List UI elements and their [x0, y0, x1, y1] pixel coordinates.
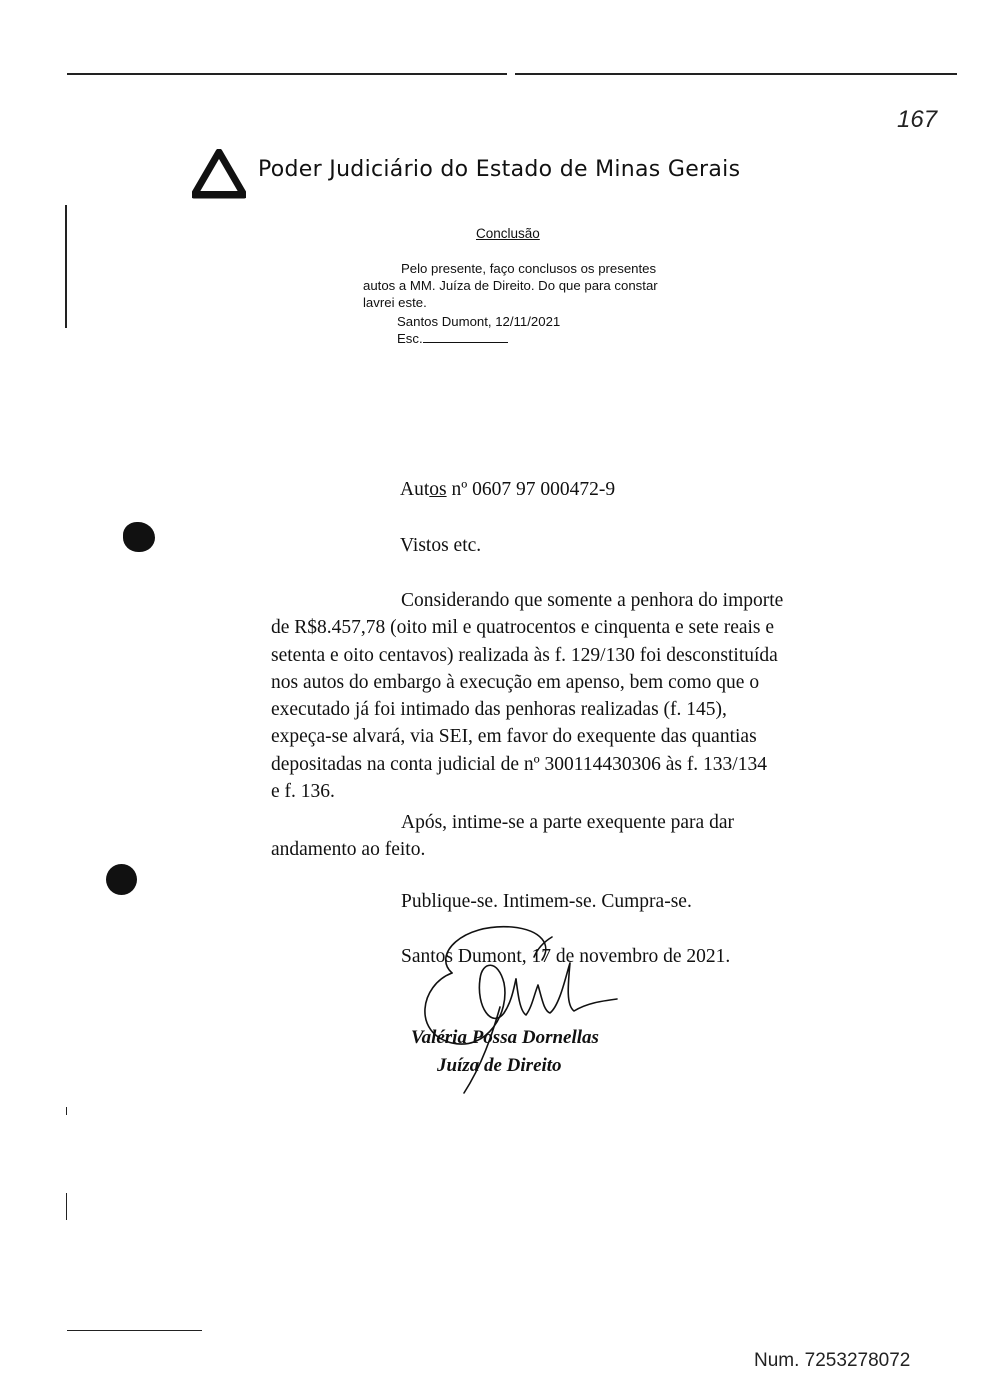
page-number: 167	[897, 106, 938, 133]
bottom-rule	[67, 1330, 202, 1331]
esc-label: Esc.	[397, 331, 423, 346]
punch-hole-mark	[106, 864, 137, 895]
conclusao-line-2: autos a MM. Juíza de Direito. Do que para constar	[363, 278, 658, 293]
conclusao-esc	[397, 330, 508, 347]
conclusao-line-1: Pelo presente, faço conclusos os presentes	[401, 261, 657, 276]
para1-line: setenta e oito centavos) realizada às f. 129/130 foi desconstituída	[271, 644, 778, 666]
para1-line: Considerando que somente a penhora do importe	[401, 590, 784, 611]
margin-mark	[65, 205, 67, 328]
autos-number	[400, 476, 615, 503]
court-title: Poder Judiciário do Estado de Minas Gerais	[258, 157, 741, 182]
signer-role: Juíza de Direito	[437, 1055, 562, 1076]
autos-rest: nº 0607 97 000472-9	[446, 479, 616, 500]
vistos-text: Vistos etc.	[400, 535, 482, 556]
top-rule-left	[67, 73, 507, 75]
decision-place-date: Santos Dumont, 17 de novembro de 2021.	[401, 946, 731, 967]
para1-line: executado já foi intimado das penhoras realizadas (f. 145),	[271, 699, 727, 721]
esc-signature-line	[423, 342, 508, 343]
document-number: Num. 7253278072	[754, 1350, 911, 1371]
publique-text: Publique-se. Intimem-se. Cumpra-se.	[401, 891, 692, 912]
paragraph-apos	[271, 809, 819, 864]
conclusao-heading: Conclusão	[476, 226, 540, 241]
signer-name: Valéria Possa Dornellas	[411, 1027, 599, 1048]
para1-line: de R$8.457,78 (oito mil e quatrocentos e cinquenta e sete reais e	[271, 617, 775, 639]
conclusao-place-date: Santos Dumont, 12/11/2021	[397, 314, 561, 329]
para1-line: expeça-se alvará, via SEI, em favor do exequente das quantias	[271, 726, 757, 748]
punch-hole-mark	[123, 522, 155, 552]
para1-line: depositadas na conta judicial de nº 300114430306 às f. 133/134	[271, 753, 767, 775]
para2-line: Após, intime-se a parte exequente para dar	[401, 812, 734, 833]
top-rule-right	[515, 73, 957, 75]
autos-prefix: Aut	[400, 479, 430, 500]
para2-line: andamento ao feito.	[271, 839, 426, 861]
para1-line: nos autos do embargo à execução em apenso, bem como que o	[271, 671, 760, 693]
para1-line: e f. 136.	[271, 781, 335, 803]
conclusao-line-3: lavrei este.	[363, 295, 427, 310]
paragraph-considerando	[271, 587, 819, 805]
court-logo-icon	[192, 149, 246, 199]
autos-os: os	[429, 479, 447, 500]
margin-mark	[66, 1193, 67, 1220]
margin-mark	[66, 1107, 67, 1115]
